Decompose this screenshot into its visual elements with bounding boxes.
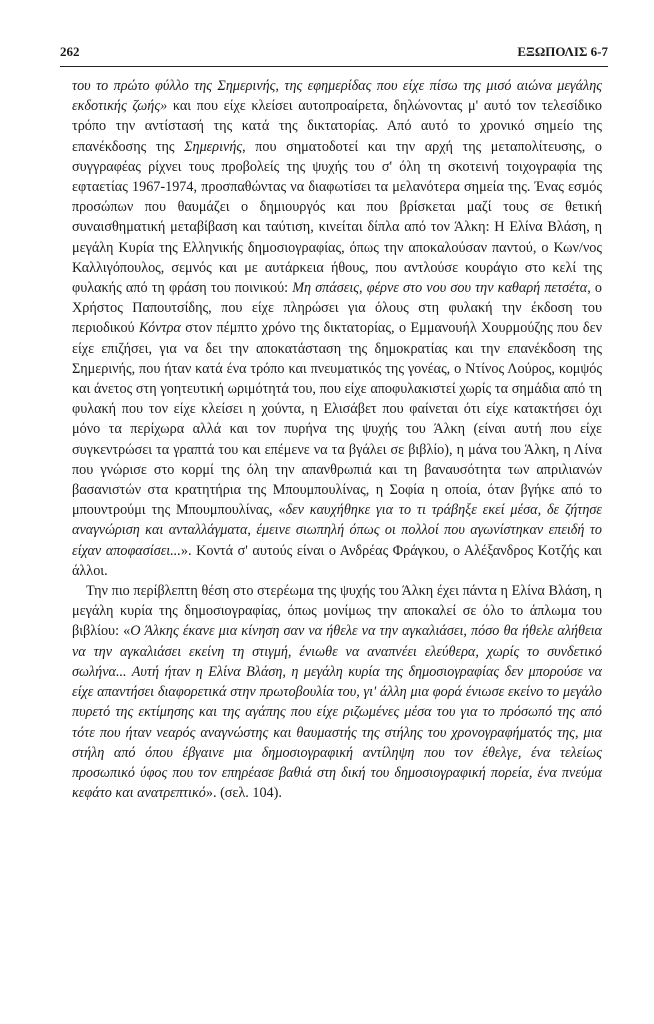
text-run: και που είχε κλείσει αυτοπροαίρετα, δηλώνοντας μ' αυτό τον τελεσίδικο τρόπο την αντίστασή της κατά της δικτατορίας. Από αυτό το χρονικό σημείο της επανέκδοσης της xyxy=(72,98,602,155)
text-run: , που σηματοδοτεί και την αρχή της μεταπολίτευσης, ο συγγραφέας ρίχνει τους προβολείς της ψυχής του σ' όλη τη σκοτεινή τοιχογραφία της εφταετίας 1967-1974, προσπαθώντας να διαφωτίσει τα μελανότερα σημεία της. Ένας εσμός προσώπων που θαυμάζει ο δημιουργός και που βρίσκεται μαζί τους σε θετική συναισθηματική μεταβίβαση και ταύτιση, κινείται δίπλα από τον Άλκη: Η Ελίνα Βλάση, η μεγάλη Κυρία της Ελληνικής δημοσιογραφίας, όπως την αποκαλούσαν παντού, ο Κων/νος Καλλιγόπουλος, σεμνός και με αυτάρκεια ήθους, που αντλούσε κουράγιο στο κελί της φυλακής από τη φράση του ποινικού: xyxy=(72,138,602,297)
body-text xyxy=(72,76,602,803)
italic-text-run: Μη σπάσεις, φέρνε στο νου σου την καθαρή πετσέτα xyxy=(292,280,588,297)
header-rule xyxy=(60,66,608,67)
text-run: ». Κοντά σ' αυτούς είναι ο Ανδρέας Φράγκου, ο Αλέξανδρος Κοτζής και άλλοι. xyxy=(72,542,602,579)
italic-text-run: Ο Άλκης έκανε μια κίνηση σαν να ήθελε να την αγκαλιάσει, πόσο θα ήθελε αλήθεια να την αγκαλιάσει εκείνη τη στιγμή, ένιωθε να αναπνέει ελεύθερα, χωρίς το συνδετικό σωλήνα... Αυτή ήταν η Ελίνα Βλάση, η μεγάλη κυρία της δημοσιογραφίας δεν μπορούσε να είχε απαντήσει διαφορετικά στην πρωτοβουλία του, γι' άλλη μια φορά ένιωσε εκείνο το μεγάλο πυρετό της εκτίμησης και της αγάπης που είχε ριζωμένες μέσα του για το πρόσωπό της από τότε που ήταν νεαρός αναγνώστης και θαυμαστής της στήλης του χρονογραφήματός της, μια στήλη από όπου έβγαινε μια δημοσιογραφική αντίληψη που τον έθελγε, ένα τελείως προσωπικό ύφος που τον επηρέασε βαθιά στη δική του δημοσιογραφική πορεία, ένα πνεύμα κεφάτο και ανατρεπτικό xyxy=(72,623,602,802)
paragraph xyxy=(72,76,602,581)
paragraph xyxy=(72,581,602,803)
text-run: ». (σελ. 104). xyxy=(205,785,282,802)
text-run: Την πιο περίβλεπτη θέση στο στερέωμα της ψυχής του Άλκη έχει πάντα η Ελίνα Βλάση, η μεγάλη κυρία της δημοσιογραφίας, όπως μονίμως την αποκαλεί σε όλο το άπλωμα του βιβλίου: « xyxy=(72,583,602,640)
page-number: 262 xyxy=(60,44,80,59)
italic-text-run: δεν καυχήθηκε για το τι τράβηξε εκεί μέσα, δε ζήτησε αναγνώριση και ανταλλάγματα, έμεινε σιωπηλή όπως οι πολλοί που αγωνίστηκαν επειδή το είχαν αποφασίσει... xyxy=(72,502,603,559)
page-header xyxy=(60,44,608,64)
text-run: , ο Χρήστος Παπουτσίδης, που είχε πληρώσει για όλους στη φυλακή την έκδοση του περιοδικού xyxy=(72,280,603,337)
running-head: ΕΞΩΠΟΛΙΣ 6-7 xyxy=(517,44,608,59)
italic-text-run: του το πρώτο φύλλο της Σημερινής, της εφημερίδας που είχε πίσω της μισό αιώνα μεγάλης εκδοτικής ζωής» xyxy=(72,78,602,115)
text-run: στον πέμπτο χρόνο της δικτατορίας, ο Εμμανουήλ Χουρμούζης που δεν είχε επιζήσει, για να δει την αποκατάσταση της δημοκρατίας και την επανέκδοση της Σημερινής, που ήταν κατά ένα τρόπο και πνευματικός της γονέας, ο Ντίνος Λούρος, κομψός και άνετος στη γοητευτική ωριμότητά του, που είχε αποφυλακιστεί χωρίς τα σημάδια από τη φυλακή που τον είχε κλείσει η χούντα, η Ελισάβετ που φαίνεται ότι είχε κατακτήσει όχι μόνο τα περίχωρα αλλά και τον πυρήνα της ψυχής του Άλκη (είναι αυτή που είχε συγκεντρώσει τα γραπτά του και επέμενε να τα βγάλει σε βιβλίο), η μάνα του Άλκη, η Λίνα που γνώρισε στο κορμί της όλη την απανθρωπιά και τη βαναυσότητα των απριλιανών βασανιστών στα κρατητήρια της Μπουμπουλίνας, η Σοφία η οποία, όταν βγήκε από το μπουντρούμι της Μπουμπουλίνας, « xyxy=(72,320,602,519)
italic-text-run: Κόντρα xyxy=(139,320,181,337)
italic-text-run: Σημερινής xyxy=(184,138,243,155)
